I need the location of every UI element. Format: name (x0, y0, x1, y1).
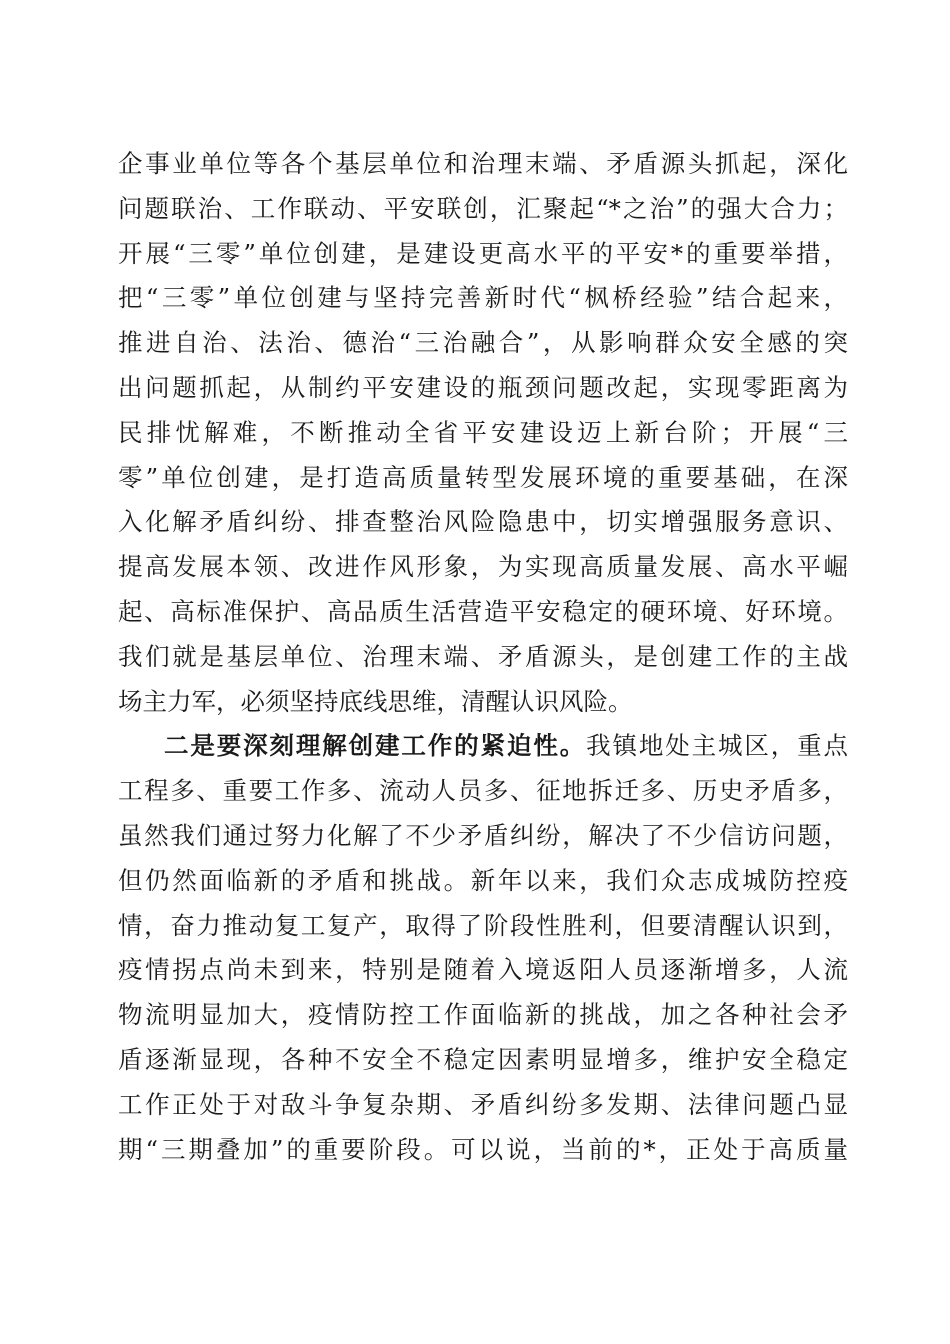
text-line: 企事业单位等各个基层单位和治理末端、矛盾源头抓起，深化 (118, 149, 848, 178)
text-line: 推进自治、法治、德治“三治融合”，从影响群众安全感的突 (118, 328, 848, 358)
text-line: 情，奋力推动复工复产，取得了阶段性胜利，但要清醒认识到， (118, 910, 848, 940)
text-line: 民排忧解难，不断推动全省平安建设迈上新台阶；开展“三 (118, 417, 848, 447)
text-line: 物流明显加大，疫情防控工作面临新的挑战，加之各种社会矛 (118, 1000, 848, 1030)
text-line: 出问题抓起，从制约平安建设的瓶颈问题改起，实现零距离为 (118, 372, 848, 402)
section-heading: 二是要深刻理解创建工作的紧迫性。 (164, 731, 587, 761)
text-line: 提高发展本领、改进作风形象，为实现高质量发展、高水平崛 (118, 552, 848, 582)
text-line: 疫情拐点尚未到来，特别是随着入境返阳人员逐渐增多，人流 (118, 955, 848, 985)
text-line: 开展“三零”单位创建，是建设更高水平的平安*的重要举措， (118, 238, 848, 268)
text-line: 盾逐渐显现，各种不安全不稳定因素明显增多，维护安全稳定 (118, 1044, 848, 1074)
paragraph-first-line (118, 724, 848, 769)
text-line: 入化解矛盾纠纷、排查整治风险隐患中，切实增强服务意识、 (118, 507, 848, 537)
text-line: 场主力军，必须坚持底线思维，清醒认识风险。 (118, 686, 633, 716)
text-line: 工程多、重要工作多、流动人员多、征地拆迁多、历史矛盾多， (118, 776, 848, 806)
text-line: 我们就是基层单位、治理末端、矛盾源头，是创建工作的主战 (118, 641, 848, 671)
text-line: 问题联治、工作联动、平安联创，汇聚起“*之治”的强大合力； (118, 193, 848, 223)
text-line: 但仍然面临新的矛盾和挑战。新年以来，我们众志成城防控疫 (118, 865, 848, 895)
text-line: 工作正处于对敌斗争复杂期、矛盾纠纷多发期、法律问题凸显 (118, 1089, 848, 1119)
document-body (118, 142, 848, 1172)
text-line: 虽然我们通过努力化解了不少矛盾纠纷，解决了不少信访问题， (118, 820, 848, 850)
text-line: 把“三零”单位创建与坚持完善新时代“枫桥经验”结合起来， (118, 283, 848, 313)
text-line: 起、高标准保护、高品质生活营造平安稳定的硬环境、好环境。 (118, 596, 848, 626)
text-line: 期“三期叠加”的重要阶段。可以说，当前的*，正处于高质量 (118, 1134, 848, 1164)
text-line: 零”单位创建，是打造高质量转型发展环境的重要基础，在深 (118, 462, 848, 492)
heading-line-text: 我镇地处主城区，重点 (586, 731, 848, 761)
paragraph-continuation (118, 142, 848, 724)
paragraph-urgency (118, 724, 848, 1172)
